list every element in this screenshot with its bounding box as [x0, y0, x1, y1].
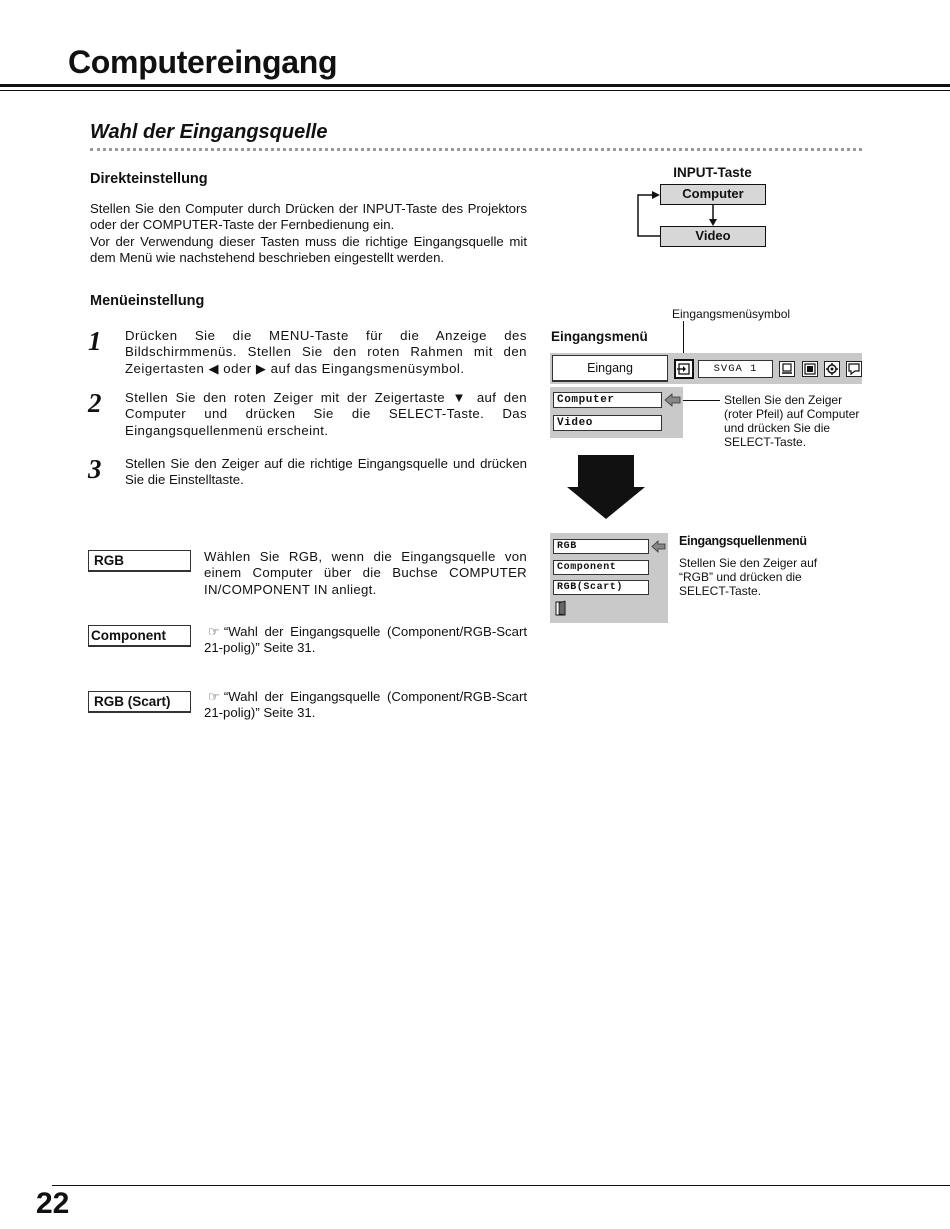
option-rgb-box: RGB [88, 550, 191, 572]
pointer-arrow-icon [651, 540, 667, 553]
input-menu-icon[interactable] [674, 359, 694, 379]
step-1-text-a: Drücken Sie die MENU-Taste für die Anzeige des Bildschirmmenüs. Stellen Sie den roten Rahmen mit den Zeigertasten [125, 328, 527, 376]
source-menu-note: Stellen Sie den Zeiger auf “RGB” und drücken die SELECT-Taste. [679, 556, 818, 598]
section-title: Wahl der Eingangsquelle [90, 121, 328, 143]
page-number: 22 [36, 1187, 70, 1220]
source-menu-title: Eingangsquellenmenü [679, 534, 807, 548]
menu-tab-eingang[interactable]: Eingang [552, 355, 668, 382]
right-arrow-icon: ▶ [255, 360, 267, 376]
header-rule [0, 84, 950, 87]
option-component-text [204, 624, 527, 657]
exit-icon[interactable] [555, 600, 569, 616]
big-down-arrow-icon [566, 455, 646, 521]
input-menu-label: Eingangsmenü [551, 329, 648, 344]
input-cycle-arrows [630, 185, 690, 245]
step-number-1: 1 [88, 326, 102, 356]
direct-text-2: Vor der Verwendung dieser Tasten muss die richtige Eingangsquelle mit dem Menü wie nachstehend beschrieben eingestellt werden. [90, 233, 527, 265]
input-video-box: Video [660, 226, 766, 247]
step-number-2: 2 [88, 388, 102, 418]
computer-icon[interactable] [779, 361, 795, 377]
option-rgb-scart-text [204, 689, 527, 722]
down-arrow-icon: ▼ [452, 390, 470, 405]
caption-leader-line [683, 321, 684, 357]
dotted-divider [90, 148, 862, 151]
source-item-rgb[interactable]: RGB [553, 539, 649, 554]
menu-item-computer[interactable]: Computer [553, 392, 662, 408]
header-rule-thin [0, 90, 950, 91]
step-2-text-a: Stellen Sie den roten Zeiger mit der Zeigertaste [125, 390, 453, 405]
option-component-ref: “Wahl der Eingangsquelle (Component/RGB-Scart 21-polig)” Seite 31. [204, 624, 527, 656]
pointer-note: Stellen Sie den Zeiger (roter Pfeil) auf Computer und drücken Sie die SELECT-Taste. [724, 393, 860, 449]
menu-heading: Menüeinstellung [90, 293, 205, 309]
direct-text [90, 201, 527, 266]
down-arrow-icon [705, 204, 721, 228]
direct-text-1: Stellen Sie den Computer durch Drücken der INPUT-Taste des Projektors oder der COMPUTER-Taste der Fernbedienung ein. [90, 201, 527, 233]
info-icon[interactable] [846, 361, 862, 377]
step-1-text-c: auf das Eingangsmenüsymbol. [266, 360, 465, 376]
source-item-rgb-scart[interactable]: RGB(Scart) [553, 580, 649, 595]
option-rgb-scart-box: RGB (Scart) [88, 691, 191, 713]
source-item-component[interactable]: Component [553, 560, 649, 575]
step-2-text-b: auf den Computer und drücken Sie die SELECT-Taste. Das Eingangsquellenmenü erscheint. [125, 390, 528, 438]
option-rgb-scart-ref: “Wahl der Eingangsquelle (Component/RGB-Scart 21-polig)” Seite 31. [204, 689, 527, 721]
menu-item-video[interactable]: Video [553, 415, 662, 431]
option-component-box: Component [88, 625, 191, 647]
settings-icon[interactable] [824, 361, 840, 377]
left-arrow-icon: ◀ [208, 360, 220, 376]
pointer-leader-line [683, 400, 720, 401]
footer-rule [52, 1185, 950, 1186]
direct-heading: Direkteinstellung [90, 171, 208, 187]
reference-icon: ☞ [208, 689, 220, 704]
step-1-text-b: oder [219, 360, 256, 376]
screen-icon[interactable] [802, 361, 818, 377]
mode-display: SVGA 1 [698, 360, 773, 378]
option-rgb-text: Wählen Sie RGB, wenn die Eingangsquelle von einem Computer über die Buchse COMPUTER IN/COMPONENT IN anliegt. [204, 549, 527, 597]
page-title: Computereingang [68, 44, 338, 80]
reference-icon: ☞ [208, 624, 220, 639]
step-text-1 [125, 328, 527, 377]
input-computer-box: Computer [660, 184, 766, 205]
step-text-3: Stellen Sie den Zeiger auf die richtige Eingangsquelle und drücken Sie die Einstelltaste. [125, 456, 527, 488]
pointer-arrow-icon [664, 393, 682, 407]
input-key-label: INPUT-Taste [673, 165, 752, 180]
input-menu-icon-caption: Eingangsmenüsymbol [672, 307, 791, 321]
step-number-3: 3 [88, 454, 102, 484]
step-text-2 [125, 390, 527, 439]
